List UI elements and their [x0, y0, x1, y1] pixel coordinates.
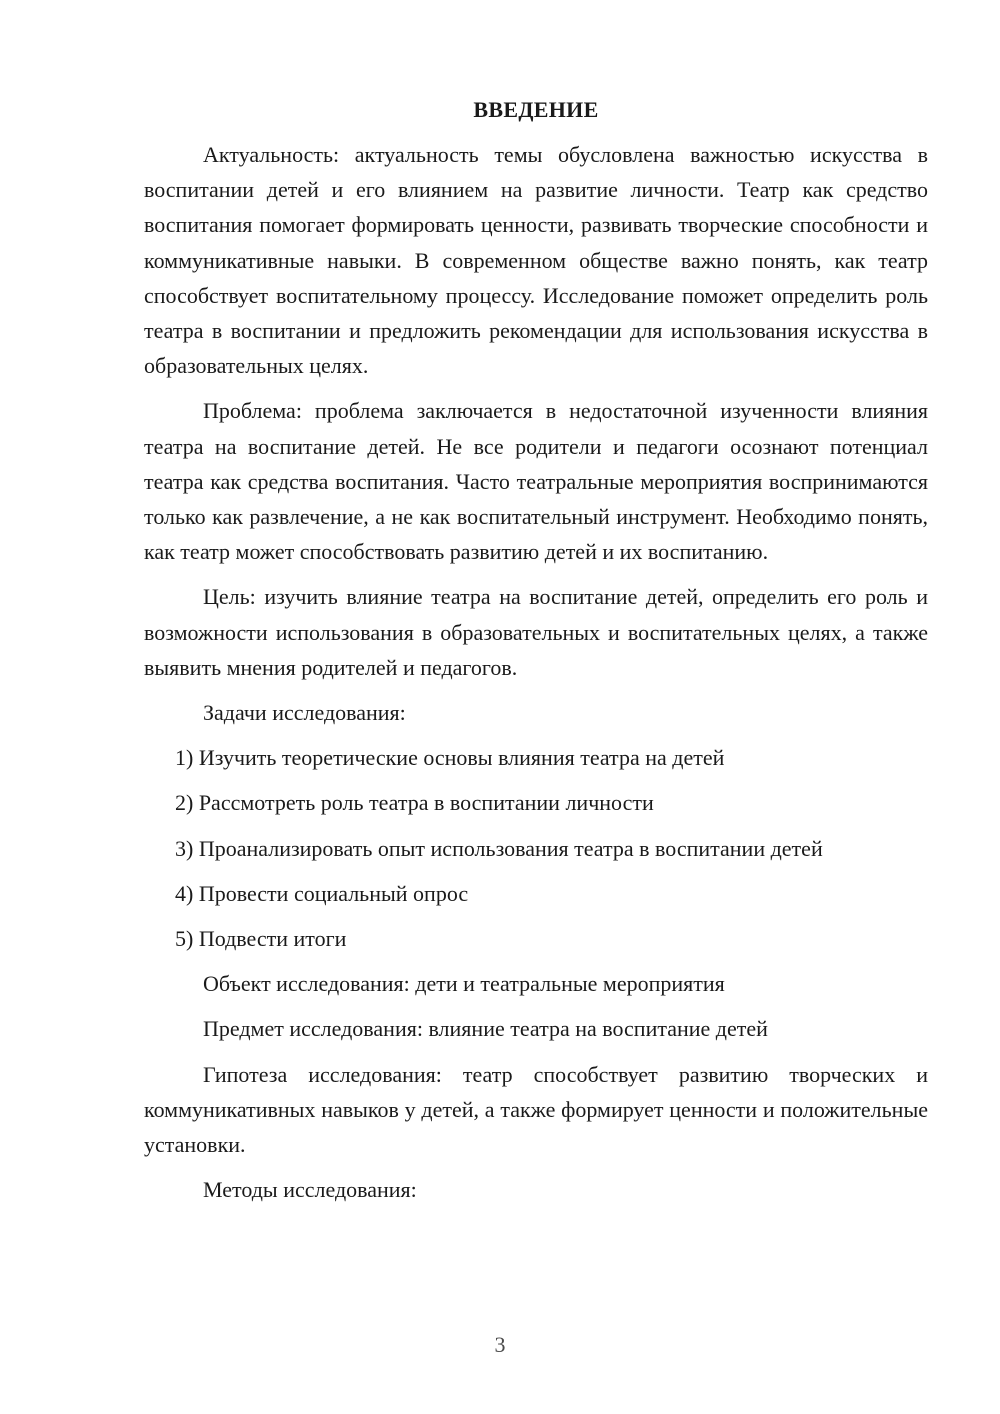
problem-paragraph: Проблема: проблема заключается в недостаточной изученности влияния театра на воспитание детей. Не все родители и педагоги осознают потенциал театра как средства воспитания. Часто театральные мероприятия воспринимаются только как развлечение, а не как воспитательный инструмент. Необходимо понять, как театр может способствовать развитию детей и их воспитанию.	[144, 398, 928, 565]
list-item: 3) Проанализировать опыт использования театра в воспитании детей	[175, 835, 823, 861]
goal-paragraph: Цель: изучить влияние театра на воспитание детей, определить его роль и возможности использования в образовательных и воспитательных целях, а также выявить мнения родителей и педагогов.	[144, 584, 928, 680]
subject-paragraph: Предмет исследования: влияние театра на воспитание детей	[203, 1016, 768, 1042]
list-item: 1) Изучить теоретические основы влияния театра на детей	[175, 745, 725, 771]
object-paragraph: Объект исследования: дети и театральные мероприятия	[203, 971, 725, 997]
list-item: 4) Провести социальный опрос	[175, 880, 469, 906]
relevance-paragraph: Актуальность: актуальность темы обусловлена важностью искусства в воспитании детей и его влиянием на развитие личности. Театр как средство воспитания помогает формировать ценности, развивать творческие способности и коммуникативные навыки. В современном обществе важно понять, как театр способствует воспитательному процессу. Исследование поможет определить роль театра в воспитании и предложить рекомендации для использования искусства в образовательных целях.	[144, 142, 928, 379]
page-number: 3	[494, 1332, 506, 1357]
methods-heading: Методы исследования:	[203, 1177, 417, 1203]
tasks-heading: Задачи исследования:	[203, 700, 406, 726]
document-page	[144, 92, 928, 1217]
list-item: 5) Подвести итоги	[175, 926, 347, 952]
tasks-list	[144, 740, 928, 956]
list-item: 2) Рассмотреть роль театра в воспитании личности	[175, 790, 654, 816]
hypothesis-paragraph: Гипотеза исследования: театр способствует развитию творческих и коммуникативных навыков у детей, а также формирует ценности и положительные установки.	[144, 1061, 928, 1158]
section-heading: ВВЕДЕНИЕ	[473, 97, 599, 122]
